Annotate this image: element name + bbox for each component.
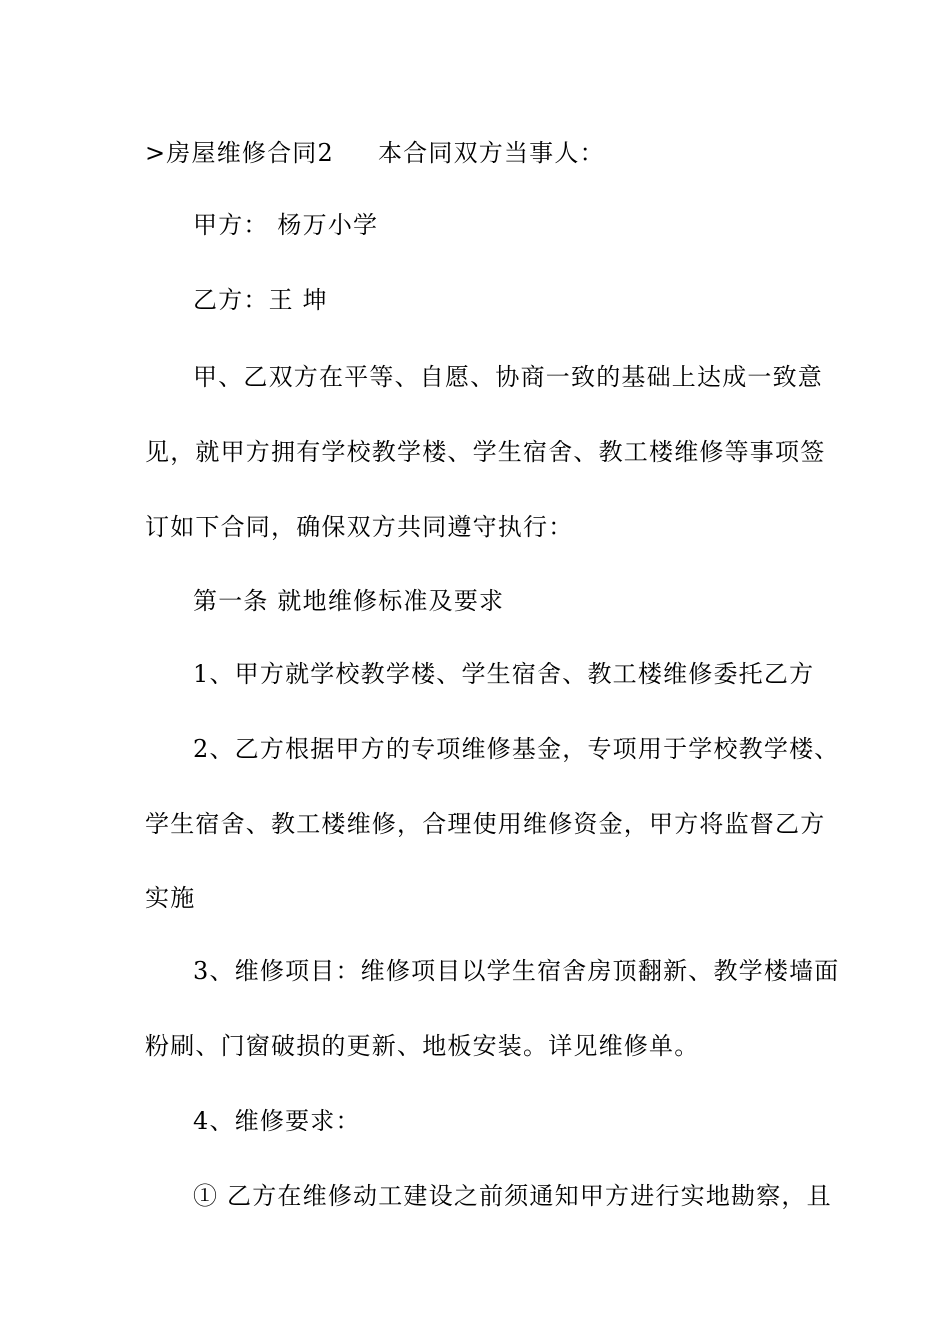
contract-title: >房屋维修合同2 (145, 139, 334, 167)
item-4: 4、维修要求： (193, 1107, 361, 1135)
item-2-line-2: 学生宿舍、教工楼维修，合理使用维修资金，甲方将监督乙方 (145, 810, 826, 838)
header-line (145, 137, 605, 169)
item-1: 1、甲方就学校教学楼、学生宿舍、教工楼维修委托乙方 (193, 660, 815, 688)
parties-heading: 本合同双方当事人： (377, 139, 605, 167)
intro-paragraph-line-3: 订如下合同，确保双方共同遵守执行： (145, 513, 574, 541)
intro-paragraph-line-2: 见，就甲方拥有学校教学楼、学生宿舍、教工楼维修等事项签 (145, 438, 826, 466)
intro-paragraph-line-1: 甲、乙双方在平等、自愿、协商一致的基础上达成一致意 (193, 363, 823, 391)
article-1-title: 第一条 就地维修标准及要求 (193, 587, 505, 615)
item-3-line-2: 粉刷、门窗破损的更新、地板安装。详见维修单。 (145, 1032, 700, 1060)
party-a: 甲方： 杨万小学 (193, 211, 379, 239)
item-2-line-3: 实施 (145, 884, 196, 912)
party-b: 乙方：王 坤 (193, 286, 328, 314)
item-2-line-1: 2、乙方根据甲方的专项维修基金，专项用于学校教学楼、 (193, 735, 840, 763)
item-3-line-1: 3、维修项目：维修项目以学生宿舍房顶翻新、教学楼墙面 (193, 957, 840, 985)
item-4-sub-1: ① 乙方在维修动工建设之前须通知甲方进行实地勘察，且 (193, 1182, 832, 1210)
